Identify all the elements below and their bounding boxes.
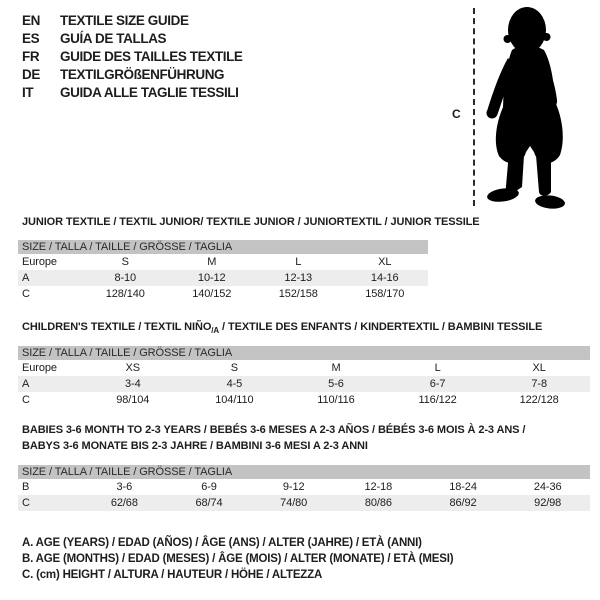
- language-code: DE: [22, 67, 40, 82]
- footnote-a: A. AGE (YEARS) / EDAD (AÑOS) / ÂGE (ANS) / ALTER (JAHRE) / ETÀ (ANNI): [22, 537, 422, 549]
- size-cell: 14-16: [370, 272, 399, 284]
- row-label-cell: B: [22, 481, 30, 493]
- language-title: TEXTILGRÖßENFÜHRUNG: [60, 67, 225, 82]
- size-cell: 86/92: [449, 497, 477, 509]
- babies-section-title: [22, 422, 525, 454]
- footnote-b: B. AGE (MONTHS) / EDAD (MESES) / ÂGE (MOIS) / ALTER (MONATE) / ETÀ (MESI): [22, 553, 454, 565]
- language-code: EN: [22, 13, 40, 28]
- size-cell: 10-12: [197, 272, 226, 284]
- row-label-cell: C: [22, 394, 30, 406]
- language-title: GUIDA ALLE TAGLIE TESSILI: [60, 85, 239, 100]
- size-cell: XL: [378, 256, 392, 268]
- size-cell: 116/122: [418, 394, 457, 406]
- language-row: [22, 12, 243, 30]
- language-title: GUÍA DE TALLAS: [60, 31, 167, 46]
- size-table-header-bar: SIZE / TALLA / TAILLE / GRÖSSE / TAGLIA: [18, 465, 590, 479]
- size-cell: 152/158: [278, 288, 318, 300]
- size-cell: 12-18: [364, 481, 393, 493]
- size-cell: XL: [532, 362, 546, 374]
- children-size-table: [18, 346, 590, 408]
- size-cell: 9-12: [282, 481, 305, 493]
- babies-size-table: [18, 465, 590, 511]
- language-row: [22, 66, 243, 84]
- row-label-cell: C: [22, 497, 30, 509]
- language-row: [22, 84, 243, 102]
- row-label-cell: A: [22, 378, 30, 390]
- footnote-c: C. (cm) HEIGHT / ALTURA / HAUTEUR / HÖHE / ALTEZZA: [22, 569, 323, 581]
- size-cell: 8-10: [114, 272, 137, 284]
- size-cell: 80/86: [364, 497, 392, 509]
- size-cell: 5-6: [328, 378, 344, 390]
- size-cell: 3-6: [116, 481, 133, 493]
- size-cell: L: [295, 256, 302, 268]
- size-cell: 7-8: [531, 378, 547, 390]
- size-cell: S: [121, 256, 129, 268]
- babies-title-line2: BABYS 3-6 MONATE BIS 2-3 JAHRE / BAMBINI 3-6 MESI A 2-3 ANNI: [22, 440, 368, 452]
- row-label-cell: C: [22, 288, 30, 300]
- size-cell: M: [331, 362, 341, 374]
- size-cell: 6-7: [429, 378, 446, 390]
- size-table-header-bar: SIZE / TALLA / TAILLE / GRÖSSE / TAGLIA: [18, 346, 590, 360]
- row-label-cell: A: [22, 272, 30, 284]
- size-table-header-bar: SIZE / TALLA / TAILLE / GRÖSSE / TAGLIA: [18, 240, 428, 254]
- children-title-suffix: / TEXTILE DES ENFANTS / KINDERTEXTIL / BAMBINI TESSILE: [219, 321, 543, 333]
- baby-silhouette-image: [470, 0, 600, 215]
- children-section-title: [22, 321, 542, 335]
- size-cell: 92/98: [534, 497, 562, 509]
- language-list: [22, 12, 243, 102]
- size-cell: 68/74: [195, 497, 223, 509]
- size-cell: 98/104: [116, 394, 150, 406]
- table-row: [18, 286, 428, 302]
- size-cell: 24-36: [533, 481, 562, 493]
- children-title-subscript: /A: [211, 326, 220, 336]
- size-cell: XS: [125, 362, 141, 374]
- height-label-c: C: [452, 107, 461, 121]
- children-title-prefix: CHILDREN'S TEXTILE / TEXTIL NIÑO: [22, 321, 212, 333]
- table-row: [18, 376, 590, 392]
- table-row: [18, 360, 590, 376]
- size-cell: 18-24: [449, 481, 477, 493]
- junior-section-title: JUNIOR TEXTILE / TEXTIL JUNIOR/ TEXTILE JUNIOR / JUNIORTEXTIL / JUNIOR TESSILE: [22, 216, 480, 228]
- size-cell: 158/170: [365, 288, 405, 300]
- size-cell: 104/110: [215, 394, 254, 406]
- size-cell: 6-9: [201, 481, 217, 493]
- language-code: IT: [22, 85, 34, 100]
- table-row: [18, 495, 590, 511]
- language-title: GUIDE DES TAILLES TEXTILE: [60, 49, 243, 64]
- size-cell: 4-5: [226, 378, 243, 390]
- babies-title-line1: BABIES 3-6 MONTH TO 2-3 YEARS / BEBÉS 3-6 MESES A 2-3 AÑOS / BÉBÉS 3-6 MOIS À 2-3 ANS /: [22, 424, 526, 436]
- size-cell: 62/68: [110, 497, 138, 509]
- table-row: [18, 270, 428, 286]
- size-cell: L: [434, 362, 441, 374]
- language-title: TEXTILE SIZE GUIDE: [60, 13, 189, 28]
- size-cell: S: [230, 362, 239, 374]
- language-code: ES: [22, 31, 40, 46]
- size-cell: 3-4: [124, 378, 141, 390]
- row-label-cell: Europe: [22, 256, 57, 268]
- size-cell: 12-13: [284, 272, 313, 284]
- size-cell: 110/116: [317, 394, 355, 406]
- size-cell: 140/152: [192, 288, 232, 300]
- language-code: FR: [22, 49, 40, 64]
- language-row: [22, 48, 243, 66]
- table-row: [18, 254, 428, 270]
- language-row: [22, 30, 243, 48]
- table-row: [18, 479, 590, 495]
- junior-size-table: [18, 240, 428, 302]
- size-cell: 74/80: [280, 497, 308, 509]
- table-row: [18, 392, 590, 408]
- footnotes: [22, 535, 453, 583]
- size-cell: 128/140: [105, 288, 145, 300]
- row-label-cell: Europe: [22, 362, 57, 374]
- size-cell: M: [207, 256, 217, 268]
- size-cell: 122/128: [519, 394, 559, 406]
